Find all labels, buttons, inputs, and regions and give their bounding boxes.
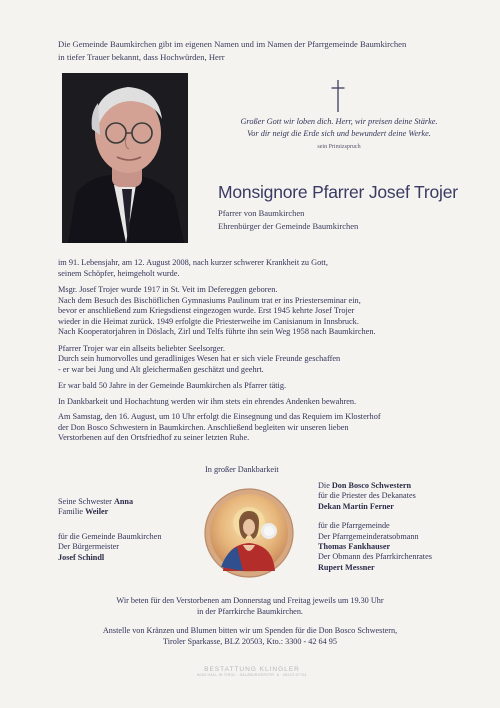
footer-notes bbox=[58, 596, 442, 656]
mourners-right bbox=[318, 481, 478, 582]
thanks-heading: In großer Dankbarkeit bbox=[205, 465, 279, 474]
obituary-body bbox=[58, 258, 478, 450]
mourner-sisters: Die Don Bosco Schwestern für die Priester des Dekanates Dekan Martin Ferner bbox=[318, 481, 416, 511]
paragraph-biography: Msgr. Josef Trojer wurde 1917 in St. Veit im Defereggen geboren. Nach dem Besuch des Bischöflichen Gymnasiums Paulinum trat er ins Priesterseminar ein, bevor er anschließend zum Kriegsdienst eingezogen wurde. Erst 1945 kehrte Josef Trojer wieder in die Heimat zurück. 1949 erfolgte die Priesterweihe im Canisianum in Innsbruck. Nach Kooperatorjahren in Döslach, Zirl und Telfs führte ihn sein Weg 1958 nach Baumkirchen. bbox=[58, 285, 376, 336]
funeral-home-imprint: BESTATTUNG KLINGLER 6060 HALL IN TIROL · SALZBURGERSTR. 6 · 05223 57704 bbox=[197, 666, 307, 677]
primiz-quote: Großer Gott wir loben dich. Herr, wir preisen deine Stärke. Vor dir neigt die Erde sich und bewundert deine Werke. sein Primizspruch bbox=[240, 117, 438, 150]
donation-notice: Anstelle von Kränzen und Blumen bitten wir um Spenden für die Don Bosco Schwestern, Tiroler Sparkasse, BLZ 20503, Kto.: 3300 - 42 64 95 bbox=[102, 626, 398, 646]
mourner-parish: für die Pfarrgemeinde Der Pfarrgemeinderatsobmann Thomas Fankhauser Der Obmann des Pfarrkirchenrates Rupert Messner bbox=[318, 521, 432, 572]
portrait-illustration bbox=[62, 73, 188, 243]
portrait-photo bbox=[62, 73, 188, 243]
paragraph-gratitude: In Dankbarkeit und Hochachtung werden wir ihm stets ein ehrendes Andenken bewahren. bbox=[58, 396, 357, 406]
paragraph-tenure: Er war bald 50 Jahre in der Gemeinde Baumkirchen als Pfarrer tätig. bbox=[58, 381, 287, 390]
paragraph-character: Pfarrer Trojer war ein allseits beliebter Seelsorger. Durch sein humorvolles und geradliniges Wesen hat er sich viele Freunde geschaffen - er war bei Jung und Alt gleichermaßen geschätzt und geehrt. bbox=[58, 343, 341, 374]
mourners-left bbox=[58, 497, 208, 577]
prayer-notice: Wir beten für den Verstorbenen am Donnerstag und Freitag jeweils um 19.30 Uhr in der Pfarrkirche Baumkirchen. bbox=[116, 596, 384, 616]
intro-text: Die Gemeinde Baumkirchen gibt im eigenen Namen und im Namen der Pfarrgemeinde Baumkirchen in tiefer Trauer bekannt, dass Hochwürden, Herr bbox=[58, 39, 407, 62]
mourner-family: Seine Schwester Anna Familie Weiler bbox=[58, 497, 134, 517]
deceased-name: Monsignore Pfarrer Josef Trojer bbox=[218, 182, 458, 202]
mourner-municipality: für die Gemeinde Baumkirchen Der Bürgermeister Josef Schindl bbox=[58, 531, 162, 562]
deceased-titles: Pfarrer von Baumkirchen Ehrenbürger der Gemeinde Baumkirchen bbox=[218, 208, 359, 231]
paragraph-funeral: Am Samstag, den 16. August, um 10 Uhr erfolgt die Einsegnung und das Requiem im Klosterhof der Don Bosco Schwestern in Baumkirchen. Anschließend begleiten wir unseren lieben Verstorbenen auf den Ortsfriedhof zu seiner letzten Ruhe. bbox=[58, 412, 381, 442]
paragraph-death: im 91. Lebensjahr, am 12. August 2008, nach kurzer schwerer Krankheit zu Gott, seinem Schöpfer, heimgeholt wurde. bbox=[58, 258, 328, 278]
jesus-medallion-icon bbox=[203, 487, 295, 579]
cross-icon bbox=[330, 79, 346, 113]
